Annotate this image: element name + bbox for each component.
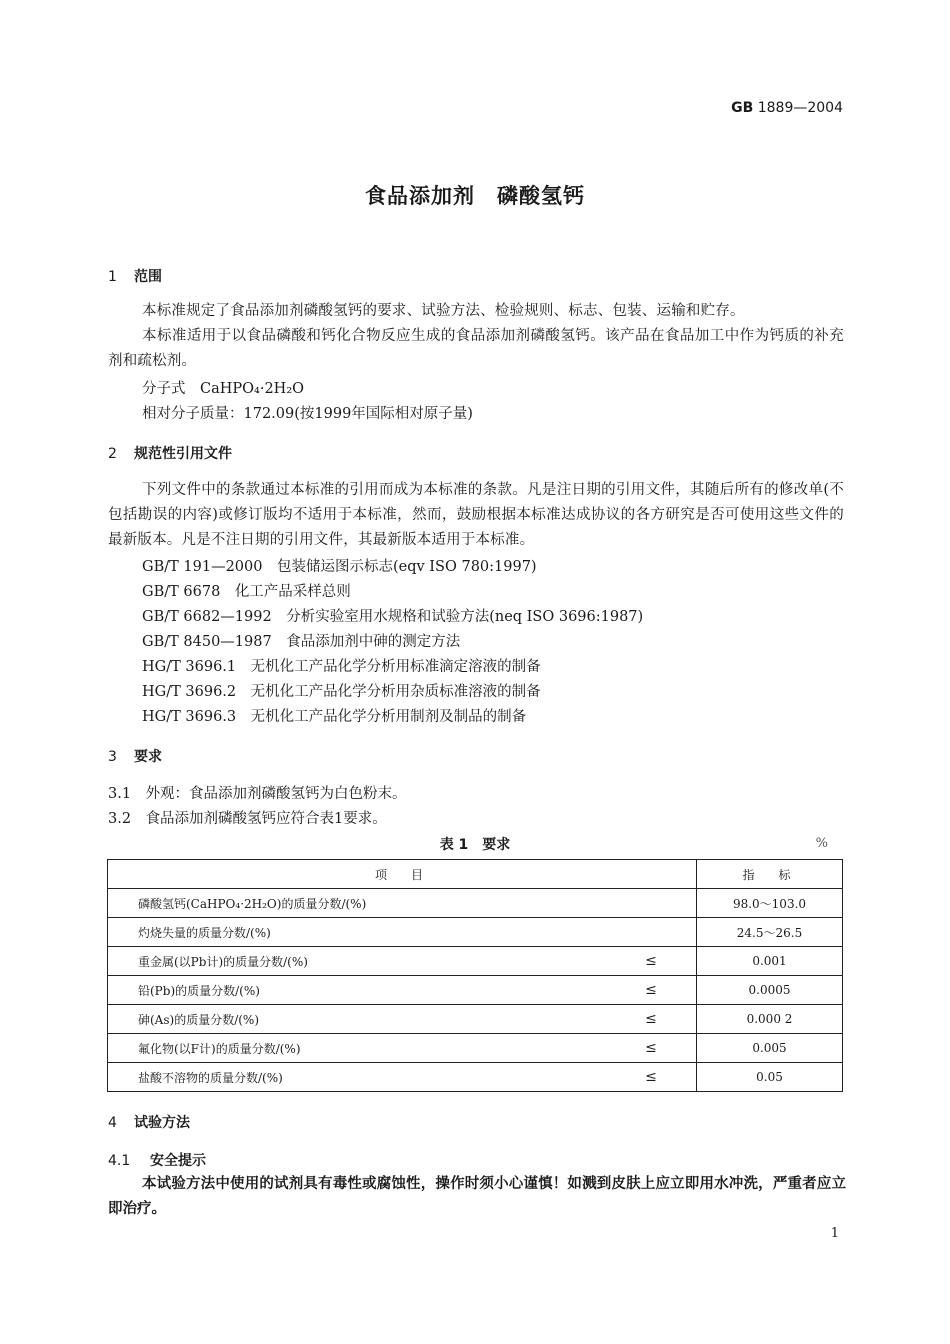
table-unit: %	[815, 836, 828, 851]
section-4-heading: 4 试验方法	[108, 1115, 190, 1131]
table-row	[108, 1005, 843, 1034]
table-row	[108, 947, 843, 976]
section-2-intro: 下列文件中的条款通过本标准的引用而成为本标准的条款。凡是注日期的引用文件，其随后所有的修改单(不包括勘误的内容)或修订版均不适用于本标准，然而，鼓励根据本标准达成协议的各方研究是否可使用这些文件的最新版本。凡是不注日期的引用文件，其最新版本适用于本标准。	[108, 482, 844, 548]
row-operator: ≤	[606, 976, 697, 1005]
standard-number: GB 1889—2004	[731, 100, 843, 116]
table-row	[108, 889, 843, 918]
requirements-table	[107, 859, 843, 1092]
row-item: 磷酸氢钙(CaHPO₄·2H₂O)的质量分数/(%)	[108, 889, 607, 918]
table-caption: 表 1 要求	[439, 837, 511, 853]
reference-item: HG/T 3696.3 无机化工产品化学分析用制剂及制品的制备	[142, 709, 527, 725]
row-value: 0.005	[697, 1034, 843, 1063]
table-row	[108, 918, 843, 947]
row-operator	[606, 918, 697, 947]
clause-3-1: 3.1 外观：食品添加剂磷酸氢钙为白色粉末。	[108, 786, 407, 802]
section-1-heading: 1 范围	[108, 269, 162, 285]
row-operator: ≤	[606, 1063, 697, 1092]
column-header-item: 项 目	[108, 860, 697, 889]
row-operator: ≤	[606, 1034, 697, 1063]
section-2-heading: 2 规范性引用文件	[108, 446, 232, 462]
table-row	[108, 1063, 843, 1092]
row-operator: ≤	[606, 947, 697, 976]
molecular-mass: 相对分子质量：172.09(按1999年国际相对原子量)	[142, 406, 473, 422]
reference-item: HG/T 3696.2 无机化工产品化学分析用杂质标准溶液的制备	[142, 684, 541, 700]
row-item: 砷(As)的质量分数/(%)	[108, 1005, 607, 1034]
clause-3-2: 3.2 食品添加剂磷酸氢钙应符合表1要求。	[108, 811, 387, 827]
row-item: 铅(Pb)的质量分数/(%)	[108, 976, 607, 1005]
reference-item: GB/T 191—2000 包装储运图示标志(eqv ISO 780:1997)	[142, 559, 537, 575]
row-item: 灼烧失量的质量分数/(%)	[108, 918, 607, 947]
row-item: 盐酸不溶物的质量分数/(%)	[108, 1063, 607, 1092]
safety-warning: 本试验方法中使用的试剂具有毒性或腐蚀性，操作时须小心谨慎！如溅到皮肤上应立即用水冲洗，严重者应立即治疗。	[108, 1176, 846, 1217]
row-operator: ≤	[606, 1005, 697, 1034]
row-value: 0.001	[697, 947, 843, 976]
row-value: 24.5～26.5	[697, 918, 843, 947]
row-value: 0.0005	[697, 976, 843, 1005]
reference-item: GB/T 6682—1992 分析实验室用水规格和试验方法(neq ISO 3696:1987)	[142, 609, 644, 625]
row-item: 重金属(以Pb计)的质量分数/(%)	[108, 947, 607, 976]
page-number: 1	[830, 1226, 839, 1241]
reference-item: HG/T 3696.1 无机化工产品化学分析用标准滴定溶液的制备	[142, 659, 541, 675]
row-item: 氟化物(以F计)的质量分数/(%)	[108, 1034, 607, 1063]
row-value: 0.000 2	[697, 1005, 843, 1034]
column-header-value: 指 标	[697, 860, 843, 889]
row-value: 0.05	[697, 1063, 843, 1092]
table-header-row	[108, 860, 843, 889]
section-1-para-2: 本标准适用于以食品磷酸和钙化合物反应生成的食品添加剂磷酸氢钙。该产品在食品加工中作为钙质的补充剂和疏松剂。	[108, 328, 844, 369]
page-title: 食品添加剂 磷酸氢钙	[365, 184, 585, 208]
row-value: 98.0～103.0	[697, 889, 843, 918]
reference-item: GB/T 6678 化工产品采样总则	[142, 584, 351, 600]
section-3-heading: 3 要求	[108, 749, 162, 765]
row-operator	[606, 889, 697, 918]
table-row	[108, 976, 843, 1005]
reference-item: GB/T 8450—1987 食品添加剂中砷的测定方法	[142, 634, 461, 650]
section-1-para-1: 本标准规定了食品添加剂磷酸氢钙的要求、试验方法、检验规则、标志、包装、运输和贮存。	[142, 303, 745, 319]
formula-line: 分子式 CaHPO₄·2H₂O	[142, 381, 305, 397]
clause-4-1-heading: 4.1 安全提示	[108, 1153, 206, 1169]
table-row	[108, 1034, 843, 1063]
